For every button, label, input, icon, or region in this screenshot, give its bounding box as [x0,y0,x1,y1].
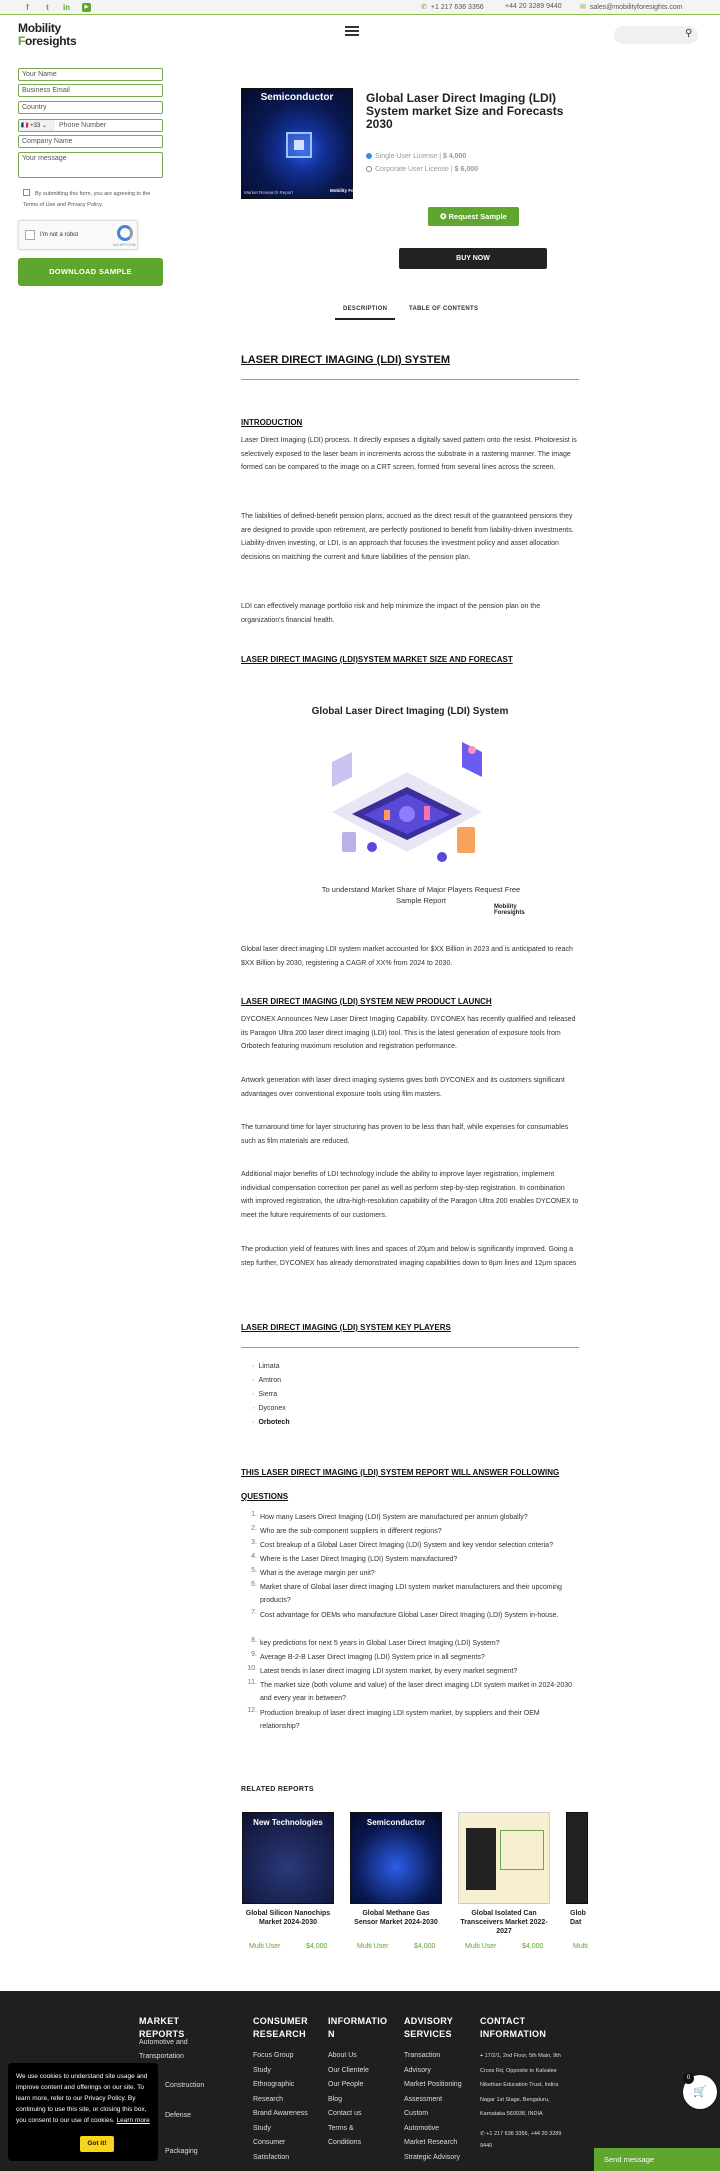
question-number: 12. [247,1707,257,1714]
footer-link[interactable]: Custom [404,2110,429,2117]
list-item: ◦ Amtron [252,1377,282,1384]
question-number: 5. [251,1567,257,1574]
list-item: ◦ Limata [252,1363,280,1370]
cookie-accept-button[interactable]: Got it! [80,2136,114,2152]
launch-paragraph-2: Artwork generation with laser direct imaging systems gives both DYCONEX and its customers significant advantages over conventional exposure tools using film masters. [241,1077,565,1098]
related-card-user: Multi User [465,1943,497,1950]
search-icon[interactable]: ⚲ [685,28,693,39]
buy-now-button[interactable]: BUY NOW [399,248,547,269]
phone-icon: ✆ [421,4,427,11]
youtube-icon[interactable]: ▶ [82,3,91,12]
license-label: Corporate User License [375,166,449,173]
facebook-icon[interactable]: f [26,3,29,12]
question-number: 8. [251,1637,257,1644]
country-code-select[interactable]: 🇫🇷 +33 ⌄ [19,120,55,131]
isometric-dashboard-illustration [312,732,502,880]
related-card-title[interactable]: Global Methane Gas Sensor Market 2024-2030 [354,1910,438,1926]
related-cover-title: New Technologies [253,1818,323,1827]
list-item: Cost breakup of a Global Laser Direct Imaging (LDI) System and key vendor selection criteria? [260,1542,553,1549]
license-single[interactable]: Single User License | $ 4,000 [366,153,466,160]
launch-paragraph-3: The turnaround time for layer structuring has proven to be less than half, while expenses for consumables such as film materials are reduced. [241,1124,569,1145]
footer-link[interactable]: Transportation [139,2053,184,2060]
footer-phone-text: +1 217 636 3356, +44 20 3289 [486,2131,562,2137]
related-card-price: $4,000 [522,1943,544,1950]
footer-link[interactable]: Our People [328,2081,364,2088]
list-item: The market size (both volume and value) of the laser direct imaging LDI system market in 2024-2030 and every year in between? [260,1682,573,1702]
footer-heading-market-reports: MARKET REPORTS [139,2016,185,2039]
map-pin-icon: ⌖ [480,2053,485,2059]
footer-heading-contact: CONTACT INFORMATION [480,2016,547,2039]
tab-description[interactable]: DESCRIPTION [343,306,388,312]
address-line: 17/2/1, 2nd Floor, 5th Main, 9th [484,2053,561,2059]
footer-link[interactable]: Strategic Advisory [404,2153,461,2161]
related-card-cover[interactable] [566,1812,588,1904]
market-heading: LASER DIRECT IMAGING (LDI)SYSTEM MARKET SIZE AND FORECAST [241,655,513,664]
logo-line-2: oresights [25,34,77,48]
email-link[interactable] [580,3,683,11]
radio-icon[interactable] [366,166,372,172]
intro-paragraph-2: The liabilities of defined-benefit pension plans, accrued as the direct result of the guaranteed pensions they are designed to provide upon retirement, are perfectly positioned to benefit from liability-driven investments. Liability-driven investing, or LDI, is an approach that focuses the investment policy and asset allocation decisions on matching the current and future liabilities of the pension plan. [241,513,574,561]
footer-link[interactable]: Study [253,2066,271,2074]
footer-heading-advisory-services: ADVISORY SERVICES [404,2016,453,2039]
player-name: Sierra [258,1391,278,1398]
license-corporate[interactable]: Corporate User License | $ 6,000 [366,166,478,173]
list-item: ◦ Dyconex [252,1405,286,1412]
player-name: Orbotech [258,1419,290,1426]
list-item: ◦ Orbotech [252,1419,290,1426]
active-tab-indicator [335,318,395,320]
footer-link[interactable]: Transaction [404,2052,441,2059]
footer-address [480,2049,580,2122]
question-number: 7. [251,1609,257,1616]
player-name: Dyconex [258,1405,286,1412]
intro-paragraph-3: LDI can effectively manage portfolio risk and help minimize the impact of the pension plan on the organization's financial health. [241,603,541,624]
footer-link[interactable]: Blog [328,2095,343,2103]
list-item: What is the average margin per unit? [260,1570,375,1577]
footer-link[interactable]: Consumer [253,2139,286,2146]
chip-core [294,140,304,150]
question-number: 6. [251,1581,257,1588]
recaptcha-label: I'm not a robot [40,232,79,238]
address-line: Cross Rd, Opposite to Kalvalee [480,2067,557,2074]
consent-text: By submitting this form, you are agreeing to the Terms of Use and Privacy Policy. [23,191,151,208]
list-item: Average B-2-B Laser Direct Imaging (LDI) System price in all segments? [260,1654,485,1661]
intro-paragraph-1: Laser Direct Imaging (LDI) process. It directly exposes a digitally saved pattern onto the resist. Photoresist is selectively exposed to the laser beam in increments across the substrate in a rastering manner. The image formed can be compared to the image on a CRT screen, formed from several lines across the screen. [241,437,577,471]
footer-link[interactable]: Terms & [328,2124,354,2132]
license-price: $ 4,000 [442,153,467,160]
question-number: 4. [251,1553,257,1560]
footer-link[interactable]: Market Research [404,2139,458,2146]
market-paragraph: Global laser direct imaging LDI system market accounted for $XX Billion in 2023 and is anticipated to reach $XX Billion by 2030, registering a CAGR of XX% from 2024 to 2030. [241,946,573,967]
cover-title: Semiconductor [260,92,334,103]
related-card-user: Multi [573,1943,588,1950]
list-item: key predictions for next 5 years in Global Laser Direct Imaging (LDI) System? [260,1640,500,1647]
download-sample-button[interactable]: DOWNLOAD SAMPLE [18,258,163,286]
site-logo[interactable] [18,22,98,50]
footer-link[interactable]: Research [253,2095,283,2103]
address-line: Nikethan Education Trust, Indira [480,2082,559,2088]
footer-link[interactable]: Automotive and [139,2039,188,2046]
footer-link[interactable]: Study [253,2124,271,2132]
company-field[interactable]: Company Name [18,135,163,148]
send-message-button[interactable]: Send message [594,2148,720,2171]
email-field[interactable]: Business Email [18,84,163,97]
cover-footer: Market Research Report [244,190,294,195]
linkedin-icon[interactable]: in [62,3,71,12]
phone-1[interactable] [421,3,484,11]
footer-phone-text: 9440 [480,2143,493,2149]
cart-icon[interactable]: 🛒 [683,2075,717,2109]
question-number: 2. [251,1525,257,1532]
footer-link[interactable]: Conditions [328,2139,362,2146]
email-text: sales@mobilityforesights.com [589,4,683,11]
footer-link-list[interactable] [328,2049,388,2151]
related-cover-title: Semiconductor [366,1818,426,1827]
launch-paragraph-5: The production yield of features with lines and spaces of 20µm and below is significantly improved. Going a step further, DYCONEX has already demonstrated imaging capabilities down to 8µm lines and 12µm spaces [241,1246,577,1267]
infographic-logo-line1: Mobility [494,904,517,910]
question-number: 10. [247,1665,257,1672]
footer-phone[interactable] [480,2128,580,2152]
question-number: 9. [251,1651,257,1658]
players-heading: LASER DIRECT IMAGING (LDI) SYSTEM KEY PLAYERS [241,1323,451,1332]
related-card-title[interactable]: Glob Dat [570,1910,586,1926]
main-heading: LASER DIRECT IMAGING (LDI) SYSTEM [241,354,450,366]
recaptcha-checkbox[interactable] [25,230,35,240]
related-card-user: Multi User [357,1943,389,1950]
infographic-title: Global Laser Direct Imaging (LDI) System [311,706,509,717]
twitter-icon[interactable]: t [46,3,49,12]
list-item: Market share of Global laser direct imaging LDI system market manufacturers and their upcoming products? [260,1584,562,1604]
related-card-user: Multi User [249,1943,281,1950]
logo-line-1: Mobility [18,21,61,35]
related-card-title[interactable]: Global Silicon Nanochips Market 2024-2030 [245,1910,331,1926]
cover-logo: Mobility Foresights [330,188,372,193]
divider [241,379,579,380]
player-name: Amtron [258,1377,282,1384]
infographic-logo-line2: Foresights [494,910,525,916]
address-line: Karnataka 560038, INDIA [480,2111,543,2117]
footer-link[interactable]: Automotive [404,2124,440,2132]
address-line: Nagar 1st Stage, Bengaluru, [480,2096,550,2103]
consent-checkbox[interactable] [23,189,30,196]
footer-link[interactable]: Our Clientele [328,2066,369,2074]
logo-f: F [18,34,26,48]
phone-1-text: +1 217 636 3356 [430,4,484,11]
question-number: 1. [251,1511,257,1518]
list-item: ◦ Sierra [252,1391,278,1398]
hamburger-icon[interactable] [345,26,359,37]
license-price: $ 6,000 [454,166,479,173]
infographic-logo [494,904,525,916]
phone-2-text: +44 20 3289 9440 [505,3,562,10]
learn-more-link[interactable]: Learn more [116,2117,150,2124]
tab-table-of-contents[interactable]: TABLE OF CONTENTS [409,306,479,312]
footer-link[interactable]: Advisory [404,2066,431,2074]
recaptcha-logo-icon [117,225,133,241]
radio-selected-icon[interactable] [366,153,372,159]
player-name: Limata [258,1363,280,1370]
launch-paragraph-4: Additional major benefits of LDI technology include the ability to improve layer registration, implement individual compensation correction per panel as well as perform step-by-step registration. In combination with improved registration, the ultra-high-resolution capability of the Paragon Ultra 200 enables DYCONEX to meet the future requirements of our customers. [241,1171,579,1219]
footer-link[interactable]: Contact us [328,2110,362,2117]
question-number: 11. [247,1679,257,1686]
divider [241,1347,579,1348]
footer-link[interactable]: Focus Group [253,2052,294,2059]
cart-count-badge: 0 [683,2073,694,2084]
chip-icon [466,1828,496,1890]
infographic-caption[interactable]: To understand Market Share of Major Players Request Free Sample Report [321,885,521,905]
footer-link[interactable]: Brand Awareness [253,2110,308,2117]
footer-link[interactable]: Packaging [165,2148,198,2155]
cover-text-block [500,1830,544,1870]
related-card-price: $4,000 [414,1943,436,1950]
launch-heading: LASER DIRECT IMAGING (LDI) SYSTEM NEW PRODUCT LAUNCH [241,997,492,1006]
cookie-message: We use cookies to understand site usage and improve content and offerings on our site. To learn more, refer to our Privacy Policy. By continuing to use this site, or closing this box, you consent to our use of cookies. [16,2073,148,2124]
intro-heading: INTRODUCTION [241,418,303,427]
list-item: Latest trends in laser direct imaging LDI system market, by every market segment? [260,1668,518,1675]
recaptcha-brand: reCAPTCHA [113,242,136,247]
footer-link-list[interactable] [253,2049,318,2165]
question-number: 3. [251,1539,257,1546]
footer-link[interactable]: Defense [165,2112,192,2119]
footer-link[interactable]: Assessment [404,2095,443,2103]
list-item: Cost advantage for OEMs who manufacture Global Laser Direct Imaging (LDI) System in-house. [260,1612,559,1619]
list-item: How many Lasers Direct Imaging (LDI) System are manufactured per annum globally? [260,1514,528,1521]
related-reports-heading: RELATED REPORTS [241,1786,314,1793]
mail-icon: ✉ [580,4,586,11]
phone-field[interactable]: Phone Number [18,119,163,132]
phone-icon: ✆ [480,2131,487,2137]
name-field[interactable]: Your Name [18,68,163,81]
launch-paragraph-1: DYCONEX Announces New Laser Direct Imaging Capability. DYCONEX has recently qualified and released its Paragon Ultra 200 laser direct imaging (LDI) tool. This is the latest generation of exposure tools from Orbotech featuring maximum resolution and registration performance. [241,1016,576,1050]
message-field[interactable]: Your message [18,152,163,178]
footer-link[interactable]: Ethnographic [253,2081,295,2088]
footer-link[interactable]: Satisfaction [253,2153,290,2161]
footer-heading-information: INFORMATIO N [328,2016,388,2039]
questions-heading: THIS LASER DIRECT IMAGING (LDI) SYSTEM REPORT WILL ANSWER FOLLOWING QUESTIONS [241,1468,560,1501]
related-card-title[interactable]: Global Isolated Can Transceivers Market 2022-2027 [460,1910,548,1935]
license-label: Single User License [375,153,438,160]
phone-2[interactable] [505,3,562,10]
related-card-price: $4,000 [306,1943,328,1950]
footer-link[interactable]: Market Positioning [404,2081,462,2088]
list-item: Who are the sub-component suppliers in different regions? [260,1528,442,1535]
list-item: Production breakup of laser direct imaging LDI system market, by suppliers and their OEM relationship? [260,1710,540,1730]
list-item: Where is the Laser Direct Imaging (LDI) System manufactured? [260,1556,458,1563]
product-title: Global Laser Direct Imaging (LDI) System market Size and Forecasts 2030 [366,91,564,131]
cookie-text [16,2071,151,2126]
footer-link-list[interactable] [404,2049,474,2165]
footer-heading-consumer-research: CONSUMER RESEARCH [253,2016,308,2039]
footer-link[interactable]: Construction [165,2082,205,2089]
country-field[interactable]: Country [18,101,163,114]
footer-link[interactable]: About Us [328,2052,357,2059]
request-sample-button[interactable]: ✪ Request Sample [428,207,519,226]
